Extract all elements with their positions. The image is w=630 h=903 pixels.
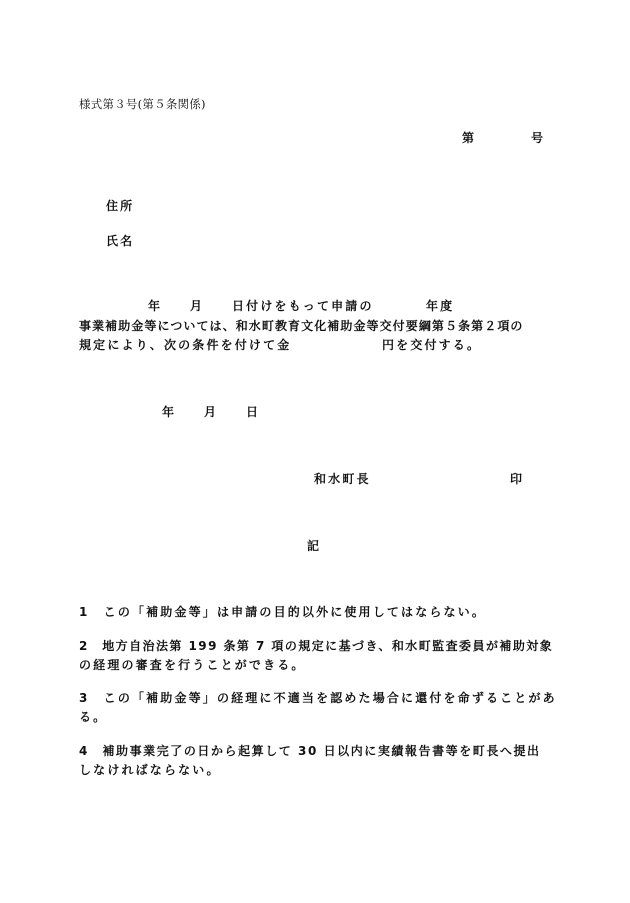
date-day: 日 <box>246 405 261 419</box>
issuer-title: 和水町長 <box>314 472 371 486</box>
condition-1: 1 この「補助金等」は申請の目的以外に使用してはならない。 <box>79 605 486 619</box>
condition-3-cont: る。 <box>79 710 108 724</box>
condition-2: 2 地方自治法第 199 条第 7 項の規定に基づき、和水町監査委員が補助対象 <box>79 639 554 653</box>
name-label: 氏名 <box>106 234 135 248</box>
number-suffix: 号 <box>531 131 546 145</box>
condition-4: 4 補助事業完了の日から起算して 30 日以内に実績報告書等を町長へ提出 <box>79 744 541 758</box>
condition-2-cont: の経理の審査を行うことができる。 <box>79 658 306 672</box>
number-prefix: 第 <box>462 131 477 145</box>
body-year: 年 <box>148 299 163 313</box>
body-date-text: 日付けをもって申請の <box>232 299 374 313</box>
body-line-2: 事業補助金等については、和水町教育文化補助金等交付要綱第５条第２項の <box>79 319 524 333</box>
body-yen-text: 円を交付する。 <box>382 338 482 352</box>
address-label: 住所 <box>106 199 135 213</box>
seal-mark: 印 <box>510 472 525 486</box>
body-line-3: 規定により、次の条件を付けて金 <box>79 338 292 352</box>
condition-3: 3 この「補助金等」の経理に不適当を認めた場合に還付を命ずることがあ <box>79 691 557 705</box>
date-month: 月 <box>204 405 219 419</box>
body-month: 月 <box>190 299 205 313</box>
condition-4-cont: しなければならない。 <box>79 763 221 777</box>
ki-heading: 記 <box>307 539 322 553</box>
body-fiscal-year: 年度 <box>426 299 455 313</box>
form-label: 様式第３号(第５条関係) <box>79 97 206 111</box>
date-year: 年 <box>162 405 177 419</box>
